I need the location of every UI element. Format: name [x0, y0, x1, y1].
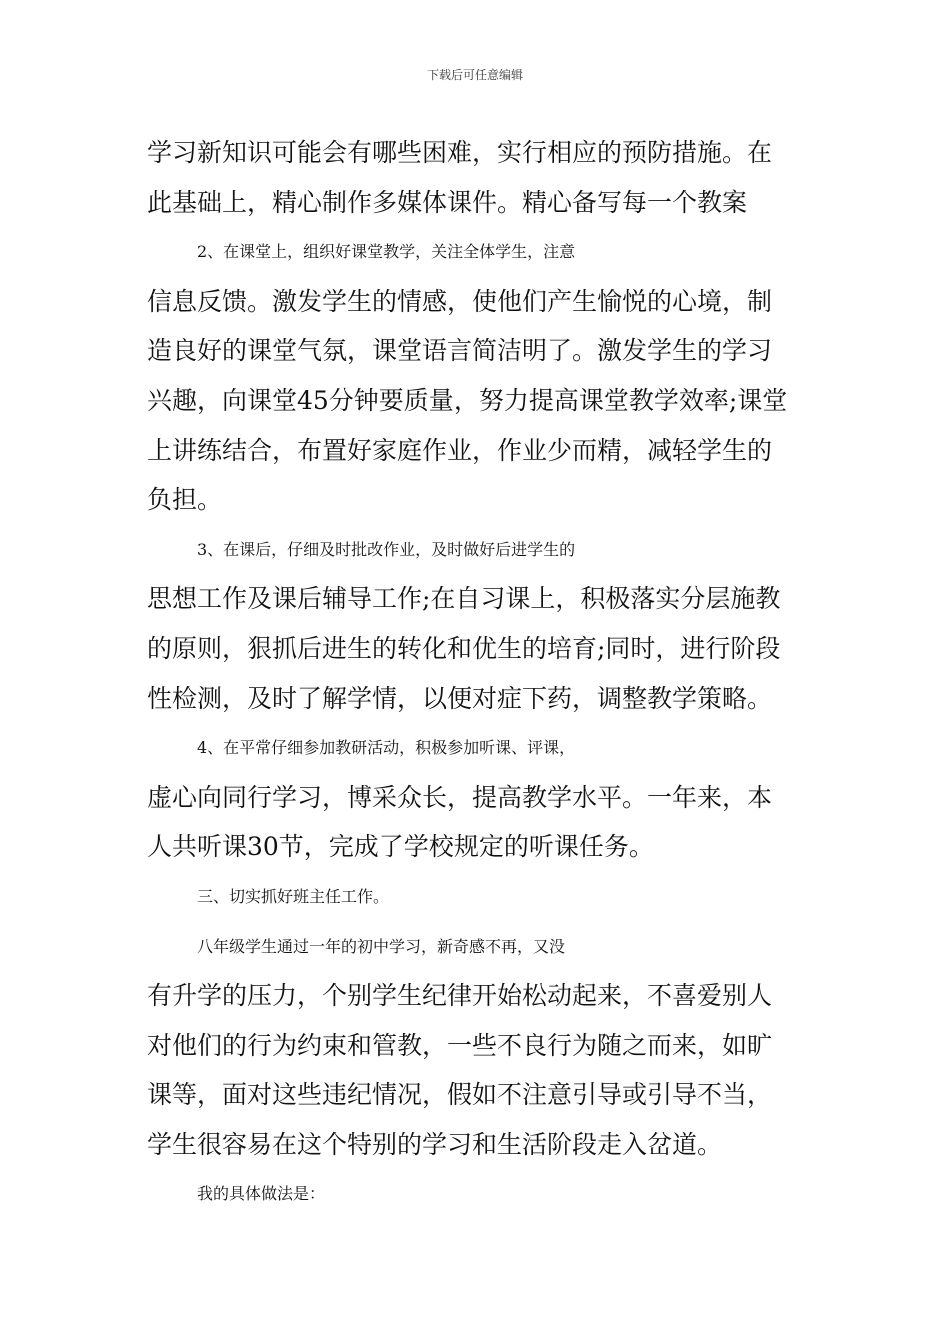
text-line: 学习新知识可能会有哪些困难，实行相应的预防措施。在: [147, 138, 773, 167]
text-line: 3、在课后，仔细及时批改作业，及时做好后进学生的: [197, 539, 576, 559]
text-line: 思想工作及课后辅导工作;在自习课上，积极落实分层施教: [147, 584, 781, 614]
text-line: 信息反馈。激发学生的情感，使他们产生愉悦的心境，制: [147, 286, 773, 316]
text-line: 对他们的行为约束和管教，一些不良行为随之而来，如旷: [147, 1030, 773, 1060]
text-line: 此基础上，精心制作多媒体课件。精心备写每一个教案: [147, 187, 748, 217]
text-line: 2、在课堂上，组织好课堂教学，关注全体学生，注意: [197, 242, 576, 262]
text-line: 学生很容易在这个特别的学习和生活阶段走入岔道。: [147, 1129, 723, 1159]
text-line: 虚心向同行学习，博采众长，提高教学水平。一年来，本: [147, 782, 773, 812]
text-line: 人共听课30节，完成了学校规定的听课任务。: [147, 832, 654, 862]
text-line: 八年级学生通过一年的初中学习，新奇感不再，又没: [197, 936, 566, 956]
text-line: 4、在平常仔细参加教研活动，积极参加听课、评课，: [197, 738, 576, 758]
text-line: 我的具体做法是：: [197, 1184, 326, 1204]
text-line: 三、切实抓好班主任工作。: [197, 886, 390, 906]
document-body: [147, 128, 812, 1219]
page-header: 下载后可任意编辑: [426, 68, 523, 82]
text-line: 兴趣，向课堂45分钟要质量，努力提高课堂教学效率;课堂: [147, 385, 788, 415]
text-line: 负担。: [147, 485, 223, 515]
text-line: 课等，面对这些违纪情况，假如不注意引导或引导不当，: [147, 1080, 773, 1110]
text-line: 有升学的压力，个别学生纪律开始松动起来，不喜爱别人: [147, 981, 773, 1011]
text-line: 上讲练结合，布置好家庭作业，作业少而精，减轻学生的: [147, 435, 773, 465]
text-line: 的原则，狠抓后进生的转化和优生的培育;同时，进行阶段: [147, 633, 781, 663]
text-line: 性检测，及时了解学情，以便对症下药，调整教学策略。: [147, 683, 773, 713]
text-line: 造良好的课堂气氛，课堂语言简洁明了。激发学生的学习: [147, 336, 773, 366]
